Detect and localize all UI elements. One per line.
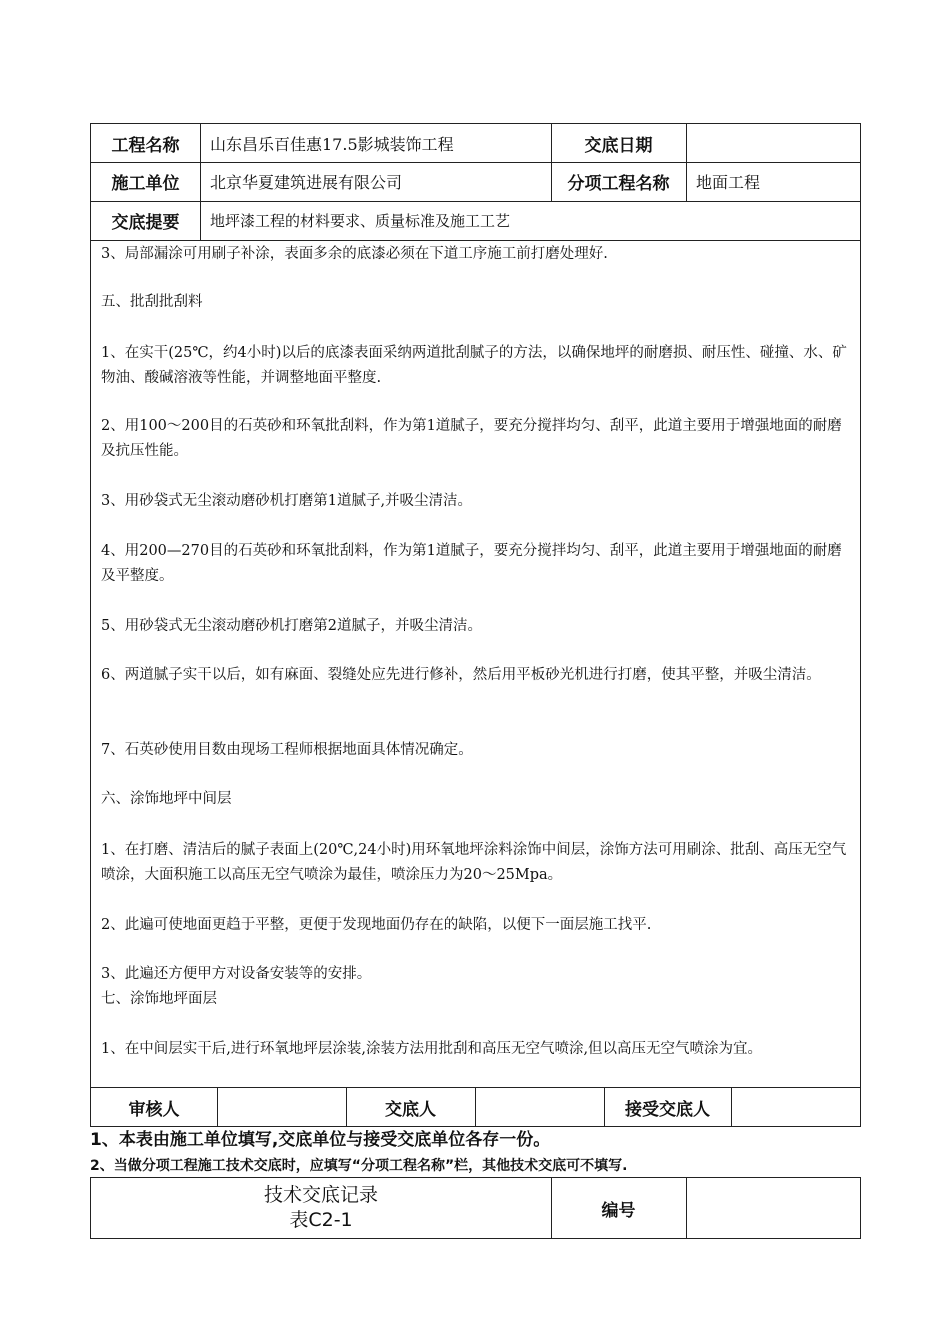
construction-unit-label: 施工单位 <box>90 162 201 202</box>
paragraph: 2、用100～200目的石英砂和环氧批刮料，作为第1道腻子，要充分搅拌均匀、刮平，此道主要用于增强地面的耐磨及抗压性能。 <box>101 418 842 459</box>
receiver-value <box>731 1087 861 1127</box>
disclosure-content <box>90 240 861 1088</box>
paragraph: 3、用砂袋式无尘滚动磨砂机打磨第1道腻子,并吸尘清洁。 <box>101 493 473 509</box>
receiver-label: 接受交底人 <box>604 1087 732 1127</box>
paragraph: 3、此遍还方便甲方对设备安装等的安排。 <box>101 966 372 982</box>
project-name-label: 工程名称 <box>90 123 201 163</box>
subitem-name-label: 分项工程名称 <box>551 162 687 202</box>
section-heading: 五、批刮批刮料 <box>101 294 203 310</box>
form-title-cell <box>90 1177 552 1239</box>
paragraph: 3、局部漏涂可用刷子补涂，表面多余的底漆必须在下道工序施工前打磨处理好. <box>101 246 608 262</box>
reviewer-value <box>217 1087 347 1127</box>
section-heading: 六、涂饰地坪中间层 <box>101 791 232 807</box>
subitem-name-value: 地面工程 <box>686 162 861 202</box>
construction-unit-value: 北京华夏建筑进展有限公司 <box>200 162 552 202</box>
note-1: 1、本表由施工单位填写,交底单位与接受交底单位各存一份。 <box>90 1130 551 1150</box>
reviewer-label: 审核人 <box>90 1087 218 1127</box>
paragraph: 1、在中间层实干后,进行环氧地坪层涂装,涂装方法用批刮和高压无空气喷涂,但以高压无空气喷涂为宜。 <box>101 1041 763 1057</box>
paragraph: 2、此遍可使地面更趋于平整，更便于发现地面仍存在的缺陷，以便下一面层施工找平. <box>101 917 652 933</box>
disclosure-date-label: 交底日期 <box>551 123 687 163</box>
paragraph: 5、用砂袋式无尘滚动磨砂机打磨第2道腻子，并吸尘清洁。 <box>101 618 482 634</box>
note-2: 2、当做分项工程施工技术交底时，应填写“分项工程名称”栏，其他技术交底可不填写. <box>90 1158 628 1174</box>
discloser-label: 交底人 <box>346 1087 476 1127</box>
paragraph: 7、石英砂使用目数由现场工程师根据地面具体情况确定。 <box>101 742 473 758</box>
form-number-label: 编号 <box>551 1177 687 1239</box>
disclosure-date-value <box>686 123 861 163</box>
discloser-value <box>475 1087 605 1127</box>
section-heading: 七、涂饰地坪面层 <box>101 991 217 1007</box>
paragraph: 1、在打磨、清洁后的腻子表面上(20℃,24小时)用环氧地坪涂料涂饰中间层，涂饰方法可用刷涂、批刮、高压无空气喷涂，大面积施工以高压无空气喷涂为最佳，喷涂压力为20～25Mpa。 <box>101 842 847 883</box>
form-code: 表C2-1 <box>289 1209 353 1231</box>
summary-value: 地坪漆工程的材料要求、质量标准及施工工艺 <box>200 201 861 241</box>
paragraph: 6、两道腻子实干以后，如有麻面、裂缝处应先进行修补，然后用平板砂光机进行打磨，使其平整，并吸尘清洁。 <box>101 667 821 683</box>
paragraph: 4、用200—270目的石英砂和环氧批刮料，作为第1道腻子，要充分搅拌均匀、刮平，此道主要用于增强地面的耐磨及平整度。 <box>101 543 842 584</box>
form-title: 技术交底记录 <box>263 1184 378 1206</box>
form-number-value <box>686 1177 861 1239</box>
project-name-value: 山东昌乐百佳惠17.5影城装饰工程 <box>200 123 552 163</box>
paragraph: 1、在实干(25℃，约4小时)以后的底漆表面采纳两道批刮腻子的方法，以确保地坪的耐磨损、耐压性、碰撞、水、矿物油、酸碱溶液等性能，并调整地面平整度. <box>101 345 847 386</box>
summary-label: 交底提要 <box>90 201 201 241</box>
